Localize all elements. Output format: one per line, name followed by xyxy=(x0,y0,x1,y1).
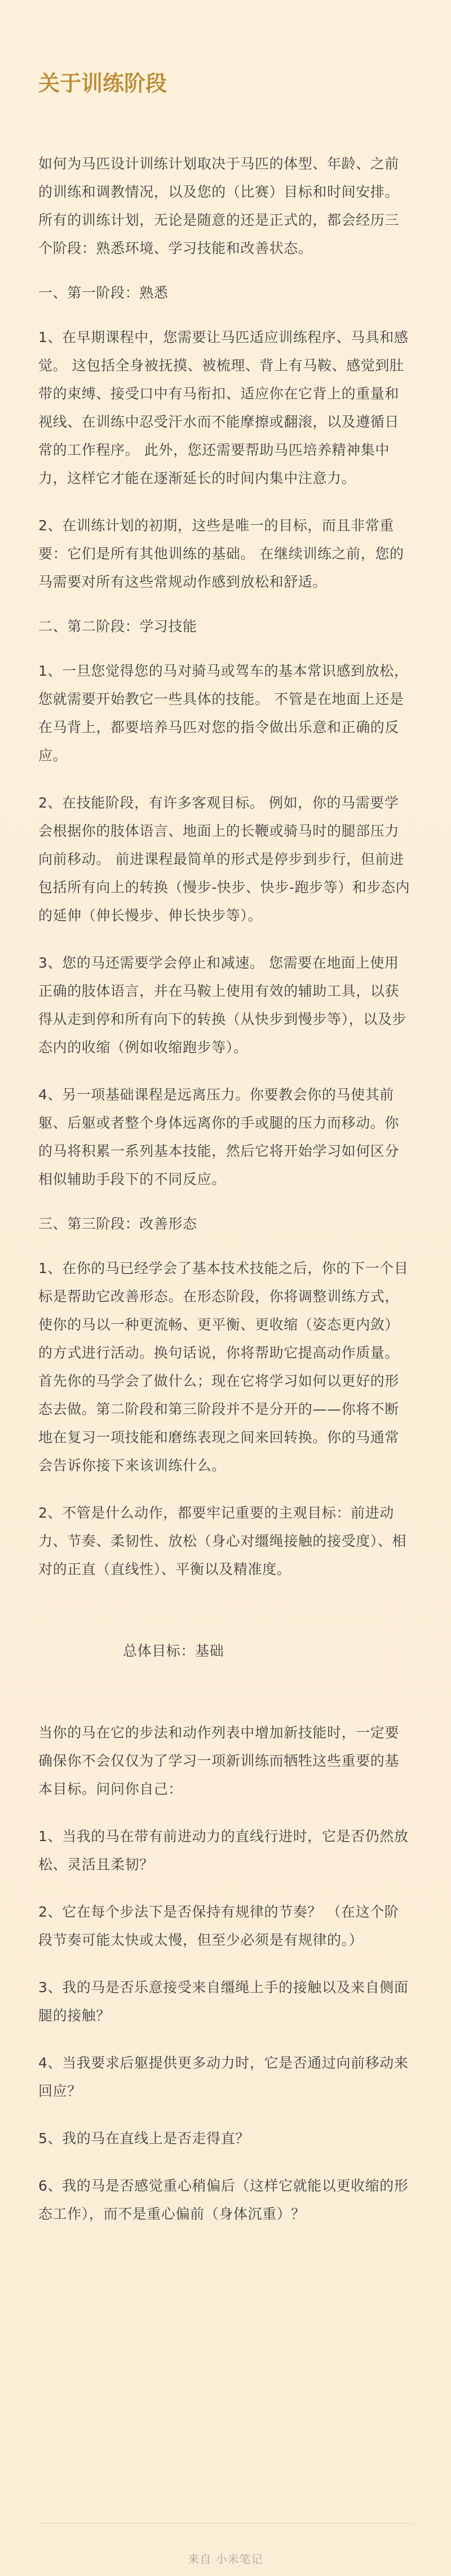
goal-intro-paragraph: 当你的马在它的步法和动作列表中增加新技能时，一定要确保你不会仅仅为了学习一项新训练而牺牲这些重要的基本目标。问问你自己： xyxy=(38,1724,400,1797)
section1-paragraph-1: 1、在早期课程中，您需要让马匹适应训练程序、马具和感觉。 这包括全身被抚摸、被梳理、背上有马鞍、感觉到肚带的束缚、接受口中有马衔扣、适应你在它背上的重量和视线、在训练中忍受汗水而不能摩擦或翻滚，以及遵循日常的工作程序。 此外，您还需要帮助马匹培养精神集中力，这样它才能在逐渐延长的时间内集中注意力。 xyxy=(38,329,409,486)
goal-question-5: 5、我的马在直线上是否走得直？ xyxy=(38,2130,250,2147)
section2-paragraph-1: 1、一旦您觉得您的马对骑马或驾车的基本常识感到放松，您就需要开始教它一些具体的技能。 不管是在地面上还是在马背上，都要培养马匹对您的指令做出乐意和正确的反应。 xyxy=(38,663,409,764)
section2-paragraph-2: 2、在技能阶段，有许多客观目标。 例如，你的马需要学会根据你的肢体语言、地面上的长鞭或骑马时的腿部压力向前移动。 前进课程最简单的形式是停步到步行，但前进包括所有向上的转换（慢步-快步、快步-跑步等）和步态内的延伸（伸长慢步、伸长快步等）。 xyxy=(38,795,410,924)
section3-paragraph-1: 1、在你的马已经学会了基本技术技能之后，你的下一个目标是帮助它改善形态。在形态阶段，你将调整训练方式，使你的马以一种更流畅、更平衡、更收缩（姿态更内敛）的方式进行活动。换句话说，你将帮助它提高动作质量。首先你的马学会了做什么；现在它将学习如何以更好的形态去做。第二阶段和第三阶段并不是分开的——你将不断地在复习一项技能和磨练表现之间来回转换。你的马通常会告诉你接下来该训练什么。 xyxy=(38,1260,409,1474)
footer-divider xyxy=(38,2523,413,2524)
page-title: 关于训练阶段 xyxy=(38,71,167,96)
section-heading-form: 三、第三阶段：改善形态 xyxy=(38,1216,197,1232)
section3-paragraph-2: 2、不管是什么动作，都要牢记重要的主观目标：前进动力、节奏、柔韧性、放松（身心对缰绳接触的接受度）、相对的正直（直线性）、平衡以及精准度。 xyxy=(38,1505,407,1577)
goal-question-4: 4、当我要求后躯提供更多动力时，它是否通过向前移动来回应？ xyxy=(38,2055,409,2099)
footer-source: 来自 小米笔记 xyxy=(188,2552,263,2566)
goal-question-6: 6、我的马是否感觉重心稍偏后（这样它就能以更收缩的形态工作），而不是重心偏前（身体沉重）？ xyxy=(38,2178,409,2222)
intro-paragraph: 如何为马匹设计训练计划取决于马匹的体型、年龄、之前的训练和调教情况，以及您的（比赛）目标和时间安排。 所有的训练计划，无论是随意的还是正式的，都会经历三个阶段：熟悉环境、学习技能和改善状态。 xyxy=(38,156,400,256)
section1-paragraph-2: 2、在训练计划的初期，这些是唯一的目标，而且非常重要：它们是所有其他训练的基础。 在继续训练之前，您的马需要对所有这些常规动作感到放松和舒适。 xyxy=(38,517,404,590)
section2-paragraph-4: 4、另一项基础课程是远离压力。你要教会你的马使其前躯、后躯或者整个身体远离你的手或腿的压力而移动。你的马将积累一系列基本技能，然后它将开始学习如何区分相似辅助手段下的不同反应。 xyxy=(38,1087,400,1187)
section2-paragraph-3: 3、您的马还需要学会停止和减速。 您需要在地面上使用正确的肢体语言，并在马鞍上使用有效的辅助工具，以获得从走到停和所有向下的转换（从快步到慢步等），以及步态内的收缩（例如收缩跑步等）。 xyxy=(38,955,407,1056)
goal-question-3: 3、我的马是否乐意接受来自缰绳上手的接触以及来自侧面腿的接触？ xyxy=(38,1979,409,2024)
goal-question-1: 1、当我的马在带有前进动力的直线行进时，它是否仍然放松、灵活且柔韧？ xyxy=(38,1828,409,1873)
section-heading-familiarization: 一、第一阶段：熟悉 xyxy=(38,285,169,301)
goal-question-2: 2、它在每个步法下是否保持有规律的节奏？ （在这个阶段节奏可能太快或太慢，但至少必须是有规律的。） xyxy=(38,1904,399,1948)
goal-heading: 总体目标：基础 xyxy=(123,1643,224,1659)
section-heading-skills: 二、第二阶段：学习技能 xyxy=(38,618,197,635)
